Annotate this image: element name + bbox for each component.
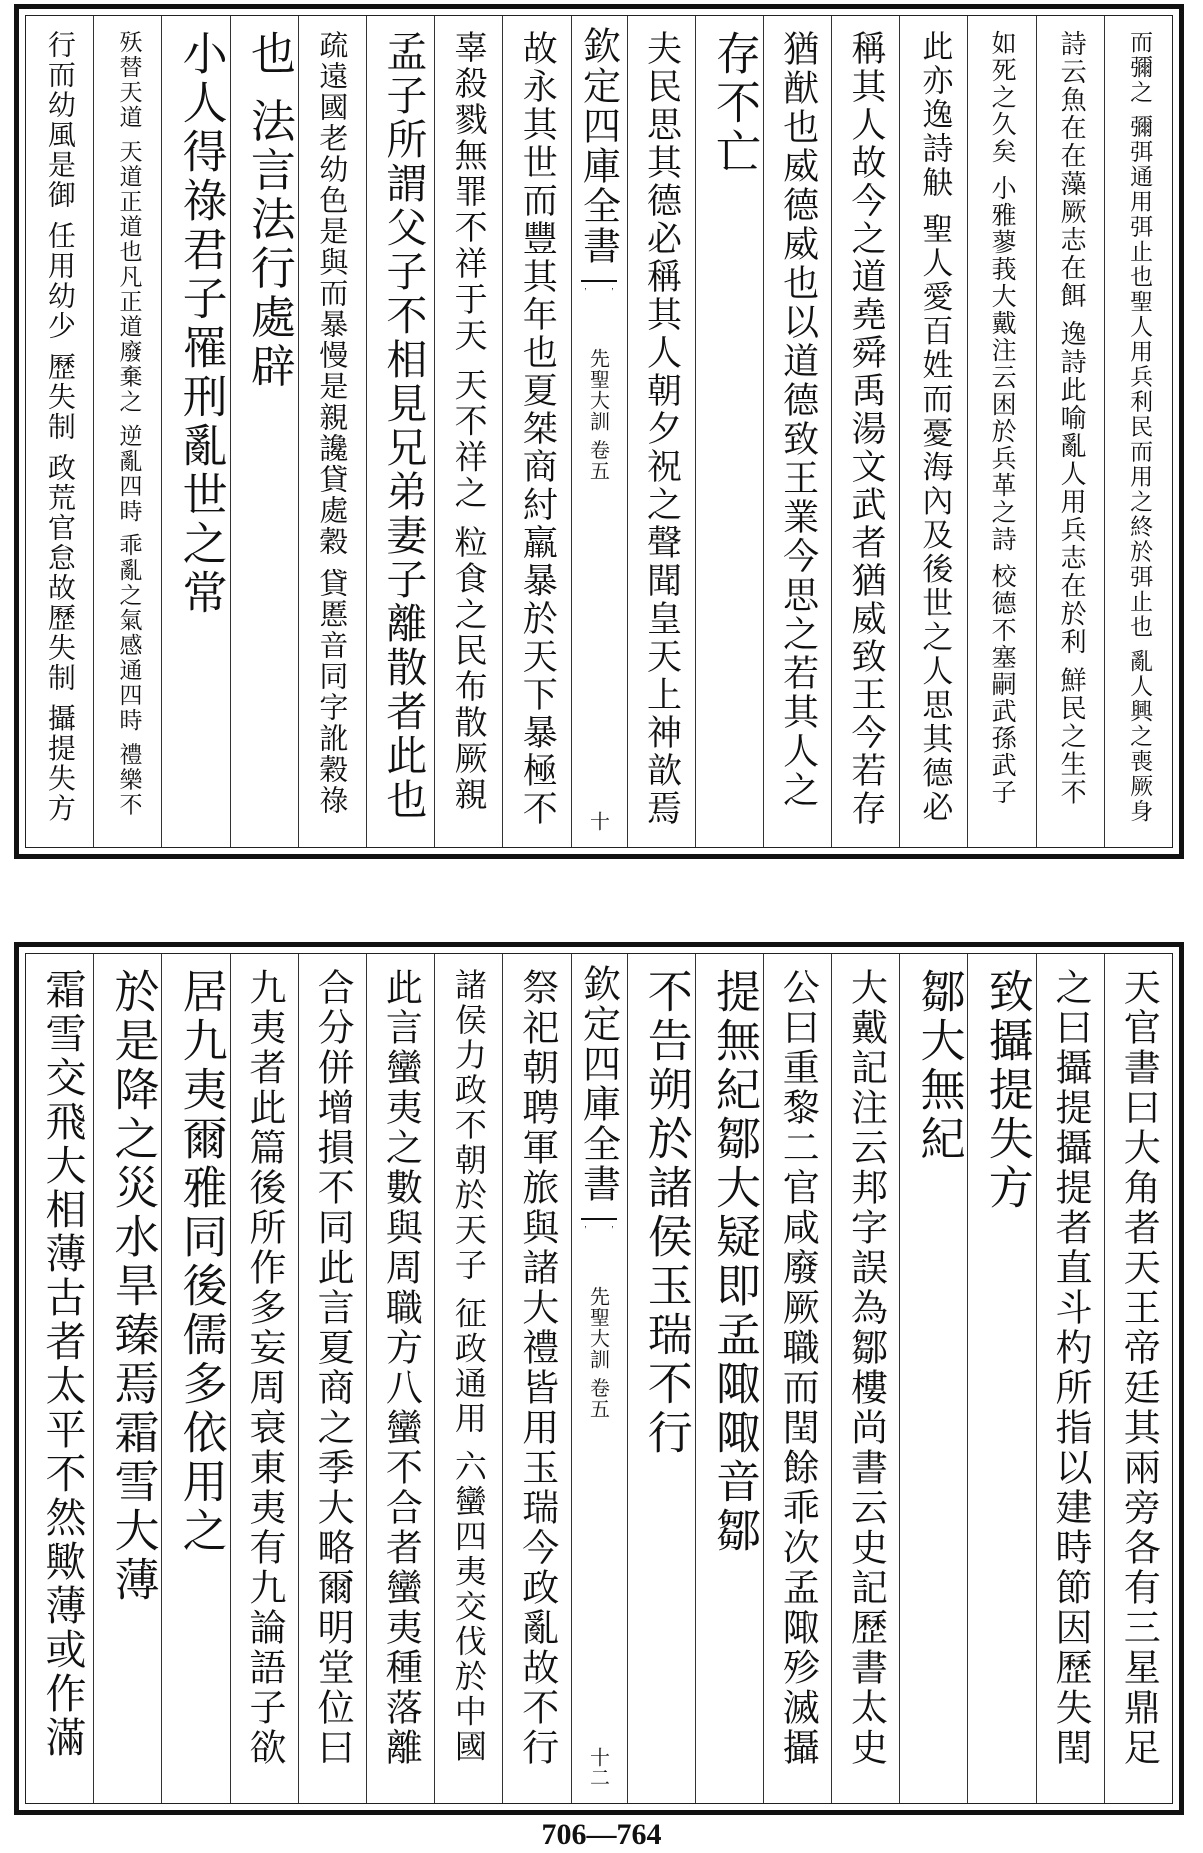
volume-label: 先聖大訓 卷五	[586, 348, 611, 482]
volume-label: 先聖大訓 卷五	[586, 1286, 611, 1420]
text-column: 九夷者此篇後所作多妄周衰東夷有九論語子欲	[230, 954, 298, 1803]
text-column: 天官書曰大角者天王帝廷其兩旁各有三星鼎足	[1104, 954, 1172, 1803]
text-column: 提無紀鄒大疑即孟陬陬音鄒	[695, 954, 763, 1803]
text-column: 故永其世而豐其年也夏桀商紂羸暴於天下暴極不	[502, 16, 570, 847]
text-column: 之曰攝提攝提者直斗杓所指以建時節因歷失閏	[1036, 954, 1104, 1803]
fishtail-mark	[581, 280, 617, 340]
book-title: 欽定四庫全書	[576, 26, 621, 266]
book-title: 欽定四庫全書	[576, 964, 621, 1204]
text-column: 致攝提失方	[967, 954, 1035, 1803]
fishtail-mark	[581, 1218, 617, 1278]
text-column: 合分併增損不同此言夏商之季大略爾明堂位曰	[298, 954, 366, 1803]
text-column: 而彌之 彌弭通用弭止也聖人用兵利民而用之終於弭止也 亂人興之喪厥身	[1104, 16, 1172, 847]
text-column: 鄒大無紀	[899, 954, 967, 1803]
top-text-columns	[26, 16, 1172, 847]
center-gutter-top	[571, 16, 627, 847]
folio-number: 十二	[586, 1747, 611, 1787]
text-column: 小人得祿君子罹刑亂世之常	[161, 16, 229, 847]
text-column: 稱其人故今之道堯舜禹湯文武者猶威致王今若存	[831, 16, 899, 847]
text-column: 霜雪交飛大相薄古者太平不然歟薄或作滿	[38, 968, 87, 1760]
top-page-inner-border	[25, 15, 1173, 848]
text-column: 孟子所謂父子不相見兄弟妻子離散者此也	[366, 16, 434, 847]
text-column: 疏遠國老幼色是與而暴慢是親讒貸處穀 貸慝音同字訛穀祿	[298, 16, 366, 847]
text-column: 詩云魚在在藻厥志在餌 逸詩此喻亂人用兵志在於利 鮮民之生不	[1036, 16, 1104, 847]
text-column: 行而幼風是御 任用幼少 歷失制 政荒官怠故歷失制 攝提失方	[43, 30, 77, 824]
bottom-page-inner-border	[25, 953, 1173, 1804]
bottom-page-frame	[14, 942, 1184, 1815]
text-column: 如死之久矣 小雅蓼莪大戴注云困於兵革之詩 校德不塞嗣武孫武子	[967, 16, 1035, 847]
text-column: 此言蠻夷之數與周職方八蠻不合者蠻夷種落離	[366, 954, 434, 1803]
text-column: 公曰重黎二官咸廢厥職而閏餘乖次孟陬殄滅攝	[763, 954, 831, 1803]
text-column: 祭祀朝聘軍旅與諸大禮皆用玉瑞今政亂故不行	[502, 954, 570, 1803]
text-column: 此亦逸詩觖 聖人愛百姓而憂海內及後世之人思其德必	[899, 16, 967, 847]
text-column: 辜殺戮無罪不祥于天 天不祥之 粒食之民布散厥親	[434, 16, 502, 847]
text-column: 夫民思其德必稱其人朝夕祝之聲聞皇天上神歆焉	[627, 16, 695, 847]
center-gutter-bottom	[571, 954, 627, 1803]
text-column: 存不亡	[695, 16, 763, 847]
bottom-text-columns	[26, 954, 1172, 1803]
text-column: 不告朔於諸侯玉瑞不行	[627, 954, 695, 1803]
page-number: 706—764	[541, 1818, 662, 1851]
text-column: 於是降之災水旱臻焉霜雪大薄	[93, 954, 161, 1803]
text-column: 諸侯力政不朝於天子 征政通用 六蠻四夷交伐於中國	[434, 954, 502, 1803]
text-column: 居九夷爾雅同後儒多依用之	[161, 954, 229, 1803]
text-column: 大戴記注云邦字誤為鄒樓尚書云史記歷書太史	[831, 954, 899, 1803]
text-column: 也 法言法行處辟	[230, 16, 298, 847]
text-column: 殀替天道 天道正道也凡正道廢棄之 逆亂四時 乖亂之氣感通四時 禮樂不	[93, 16, 161, 847]
text-column: 猶猷也威德威也以道德致王業今思之若其人之	[763, 16, 831, 847]
top-page-frame	[14, 4, 1184, 859]
folio-number: 十	[586, 811, 611, 831]
